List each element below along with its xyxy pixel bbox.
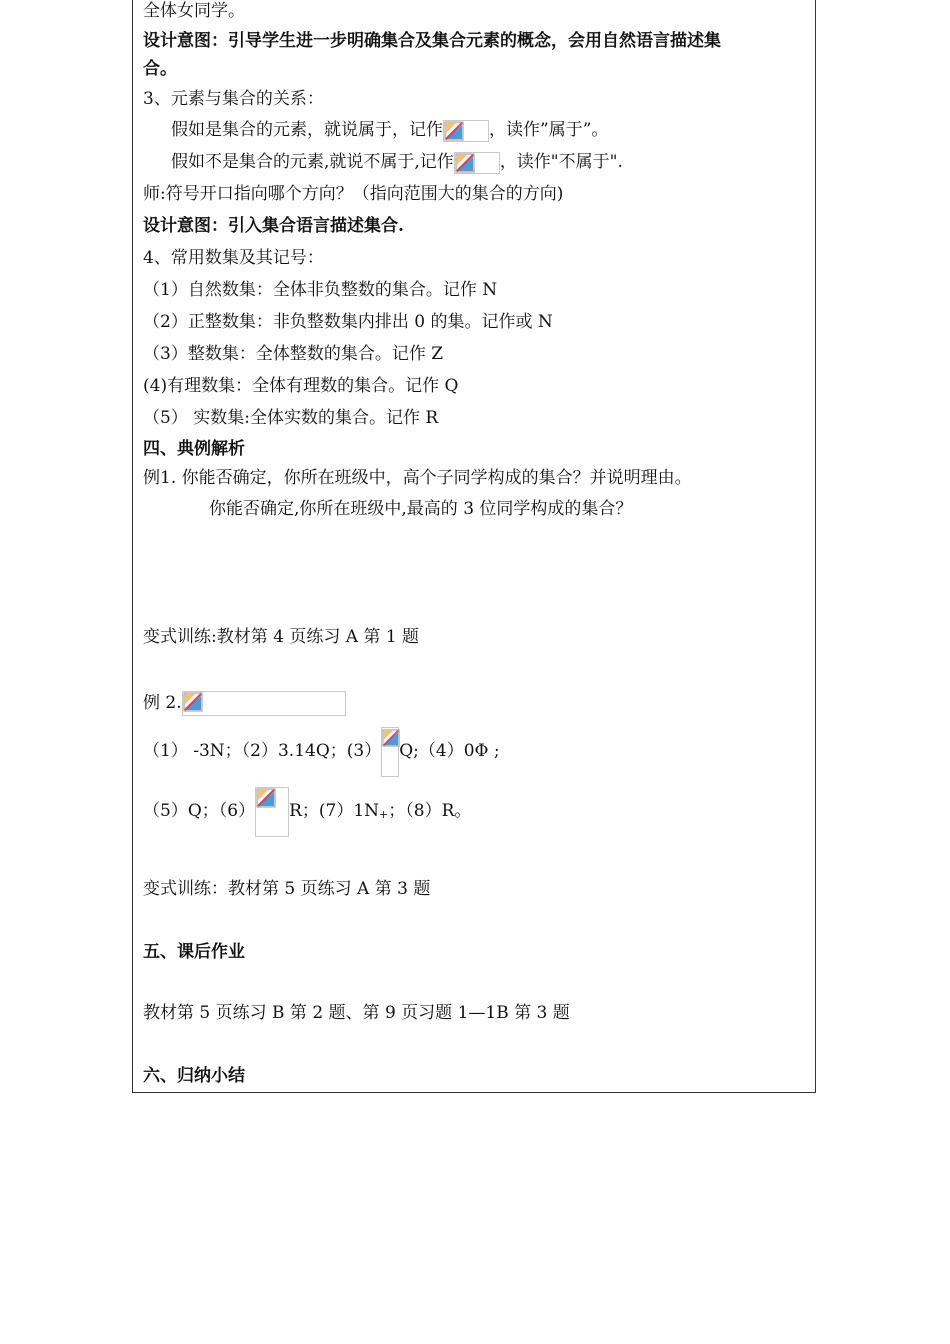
belong-text-b: ，读作”属于”。 [489, 120, 609, 140]
number-set-3: （3）整数集：全体整数的集合。记作 Z [143, 344, 444, 364]
number-set-2: （2）正整数集：非负整数集内排出 0 的集。记作或 N [143, 312, 553, 332]
question-row-2-a: （5）Q；（6） [143, 801, 256, 821]
question-row-2-b: R；(7）1N [289, 801, 380, 821]
design-intent-1-cont: 合。 [143, 59, 177, 79]
number-set-1: （1）自然数集：全体非负整数的集合。记作 N [143, 280, 498, 300]
teacher-question: 师:符号开口指向哪个方向？（指向范围大的集合的方向) [143, 184, 564, 204]
question-row-2-c: ；（8）R。 [388, 801, 472, 821]
question-row-1-a: （1） -3N；（2）3.14Q；(3） [143, 741, 382, 761]
variant-training-1: 变式训练:教材第 4 页练习 A 第 1 题 [143, 627, 420, 647]
broken-image-icon [381, 727, 399, 777]
design-intent-2: 设计意图：引入集合语言描述集合. [143, 216, 404, 236]
variant-training-2: 变式训练：教材第 5 页练习 A 第 3 题 [143, 879, 431, 899]
section-four-heading: 四、典例解析 [143, 439, 245, 459]
number-set-4: (4)有理数集：全体有理数的集合。记作 Q [143, 376, 459, 396]
example-1-part-2: 你能否确定,你所在班级中,最高的 3 位同学构成的集合？ [209, 499, 633, 519]
design-intent-1: 设计意图：引导学生进一步明确集合及集合元素的概念，会用自然语言描述集 [143, 31, 721, 51]
section-six-heading: 六、归纳小结 [143, 1066, 245, 1086]
broken-image-icon [454, 152, 500, 174]
section-five-heading: 五、课后作业 [143, 942, 245, 962]
belong-definition [171, 119, 608, 142]
homework-text: 教材第 5 页练习 B 第 2 题、第 9 页习题 1—1B 第 3 题 [143, 1003, 570, 1023]
not-belong-definition [171, 151, 623, 174]
section-3-heading: 3、元素与集合的关系： [143, 89, 324, 109]
text-line: 全体女同学。 [143, 1, 245, 21]
broken-image-icon [255, 787, 289, 837]
subscript-plus: + [379, 808, 389, 821]
not-belong-text-a: 假如不是集合的元素,就说不属于,记作 [171, 152, 454, 172]
broken-image-icon [182, 691, 346, 716]
example-2 [143, 691, 346, 716]
broken-image-icon [443, 120, 489, 142]
section-4-heading: 4、常用数集及其记号： [143, 248, 324, 268]
number-set-5: （5） 实数集:全体实数的集合。记作 R [143, 408, 439, 428]
example-1: 例1. 你能否确定，你所在班级中，高个子同学构成的集合？并说明理由。 [143, 468, 692, 488]
question-row-2 [143, 786, 471, 840]
example-2-label: 例 2. [143, 693, 182, 713]
question-row-1 [143, 726, 500, 777]
not-belong-text-b: ，读作"不属于". [499, 152, 623, 172]
belong-text-a: 假如是集合的元素，就说属于，记作 [171, 120, 443, 140]
question-row-1-b: Q;（4）0Φ ; [399, 741, 500, 761]
